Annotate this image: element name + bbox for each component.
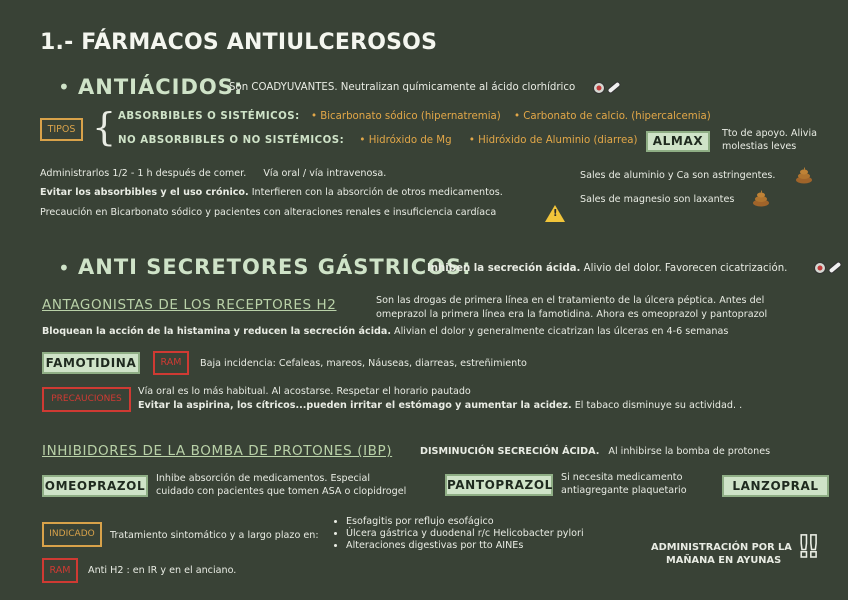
brace-icon: { — [92, 105, 117, 149]
h2-action — [42, 326, 728, 337]
omeprazol-note: Inhibe absorción de medicamentos. Especial — [156, 473, 370, 484]
ram-tag: RAM — [153, 351, 189, 375]
admin-note: ADMINISTRACIÓN POR LA — [651, 542, 792, 553]
poop-icon — [752, 189, 770, 211]
admin-text: Vía oral / vía intravenosa. — [263, 168, 387, 179]
prec-text: El tabaco disminuye su actividad. . — [574, 400, 743, 411]
precauciones-text: Vía oral es lo más habitual. Al acostarse. Respetar el horario pautado — [138, 386, 471, 397]
admin-text: Administrarlos 1/2 - 1 h después de comer. — [40, 168, 247, 179]
ram-text: Baja incidencia: Cefaleas, mareos, Náuseas, diarreas, estreñimiento — [200, 358, 527, 369]
h2-note: Son las drogas de primera línea en el tratamiento de la úlcera péptica. Antes del — [376, 295, 765, 306]
pantoprazol-note: Si necesita medicamento — [561, 472, 683, 483]
warning-icon: ! — [545, 205, 565, 222]
desc-bold: Inhiben la secreción ácida. — [427, 263, 581, 274]
side-effect: Sales de aluminio y Ca son astringentes. — [580, 170, 776, 181]
admin-bold: Evitar los absorbibles y el uso crónico. — [40, 187, 249, 198]
ram-text: Anti H2 : en IR y en el anciano. — [88, 565, 237, 576]
precauciones-tag: PRECAUCIONES — [42, 387, 131, 412]
antiacidos-desc: Son COADYUVANTES. Neutralizan químicamente al ácido clorhídrico — [229, 82, 576, 93]
h2-heading: ANTAGONISTAS DE LOS RECEPTORES H2 — [42, 297, 337, 313]
no-absorbibles-item: Hidróxido de Aluminio (diarrea) — [478, 135, 638, 146]
indicado-tag: INDICADO — [42, 522, 102, 547]
exclamation-icon: !! — [797, 530, 817, 565]
precauciones-text — [138, 400, 742, 411]
absorbibles-item: Bicarbonato sódico (hipernatremia) — [320, 111, 501, 122]
action-bold: Bloquean la acción de la histamina y reducen la secreción ácida. — [42, 326, 391, 337]
lanzopral-badge: LANZOPRAL — [722, 475, 829, 497]
indicado-list — [332, 516, 584, 552]
omeprazol-note: cuidado con pacientes que tomen ASA o clopidrogel — [156, 486, 407, 497]
desc-text: Alivio del dolor. Favorecen cicatrización. — [583, 263, 788, 274]
list-item: • Úlcera gástrica y duodenal r/c Helicobacter pylori — [346, 528, 584, 540]
pills-icon — [813, 259, 845, 279]
antiacidos-heading: ANTIÁCIDOS: — [78, 75, 244, 99]
admin-line — [40, 187, 503, 198]
list-item: • Esofagitis por reflujo esofágico — [346, 516, 584, 528]
antisecretores-desc — [427, 263, 787, 274]
list-item: • Alteraciones digestivas por tto AINEs — [346, 540, 584, 552]
omeprazol-badge: OMEOPRAZOL — [42, 475, 148, 497]
famotidina-badge: FAMOTIDINA — [42, 352, 140, 374]
admin-note: MAÑANA EN AYUNAS — [666, 555, 782, 566]
almax-badge: ALMAX — [646, 131, 710, 152]
admin-text: Interfieren con la absorción de otros medicamentos. — [251, 187, 503, 198]
admin-line — [40, 168, 386, 179]
bullet-icon: • — [58, 256, 70, 280]
ibp-desc — [420, 446, 770, 457]
ibp-desc-bold: DISMINUCIÓN SECRECIÓN ÁCIDA. — [420, 446, 600, 457]
indicado-text: Tratamiento sintomático y a largo plazo en: — [110, 530, 319, 541]
pills-icon — [592, 79, 624, 99]
almax-note: Tto de apoyo. Alivia — [722, 128, 818, 139]
ram-tag: RAM — [42, 558, 78, 583]
admin-line: Precaución en Bicarbonato sódico y pacientes con alteraciones renales e insuficiencia cardíaca — [40, 207, 497, 218]
absorbibles-item: Carbonato de calcio. (hipercalcemia) — [523, 111, 711, 122]
absorbibles-row: ABSORBIBLES O SISTÉMICOS: • Bicarbonato sódico (hipernatremia) • Carbonato de calcio. (hipercalcemia) — [118, 111, 711, 122]
almax-note: molestias leves — [722, 141, 797, 152]
ibp-desc-text: Al inhibirse la bomba de protones — [608, 446, 771, 457]
poop-icon — [795, 166, 813, 188]
pantoprazol-badge: PANTOPRAZOL — [445, 474, 553, 496]
antisecretores-heading: ANTI SECRETORES GÁSTRICOS: — [78, 255, 472, 279]
absorbibles-label: ABSORBIBLES O SISTÉMICOS: — [118, 111, 300, 122]
tipos-tag: TIPOS — [40, 118, 83, 141]
h2-note: omeprazol la primera línea era la famotidina. Ahora es omeoprazol y pantoprazol — [376, 309, 768, 320]
ibp-heading: INHIBIDORES DE LA BOMBA DE PROTONES (IBP) — [42, 443, 393, 459]
page-title: 1.- FÁRMACOS ANTIULCEROSOS — [40, 30, 438, 55]
no-absorbibles-item: Hidróxido de Mg — [368, 135, 452, 146]
prec-bold: Evitar la aspirina, los cítricos...pueden irritar el estómago y aumentar la acidez. — [138, 400, 572, 411]
no-absorbibles-row: NO ABSORBIBLES O NO SISTÉMICOS: • Hidróxido de Mg • Hidróxido de Aluminio (diarrea) — [118, 135, 638, 146]
side-effect: Sales de magnesio son laxantes — [580, 194, 735, 205]
no-absorbibles-label: NO ABSORBIBLES O NO SISTÉMICOS: — [118, 135, 345, 146]
action-text: Alivian el dolor y generalmente cicatrizan las úlceras en 4-6 semanas — [394, 326, 729, 337]
pantoprazol-note: antiagregante plaquetario — [561, 485, 687, 496]
bullet-icon: • — [58, 75, 70, 99]
